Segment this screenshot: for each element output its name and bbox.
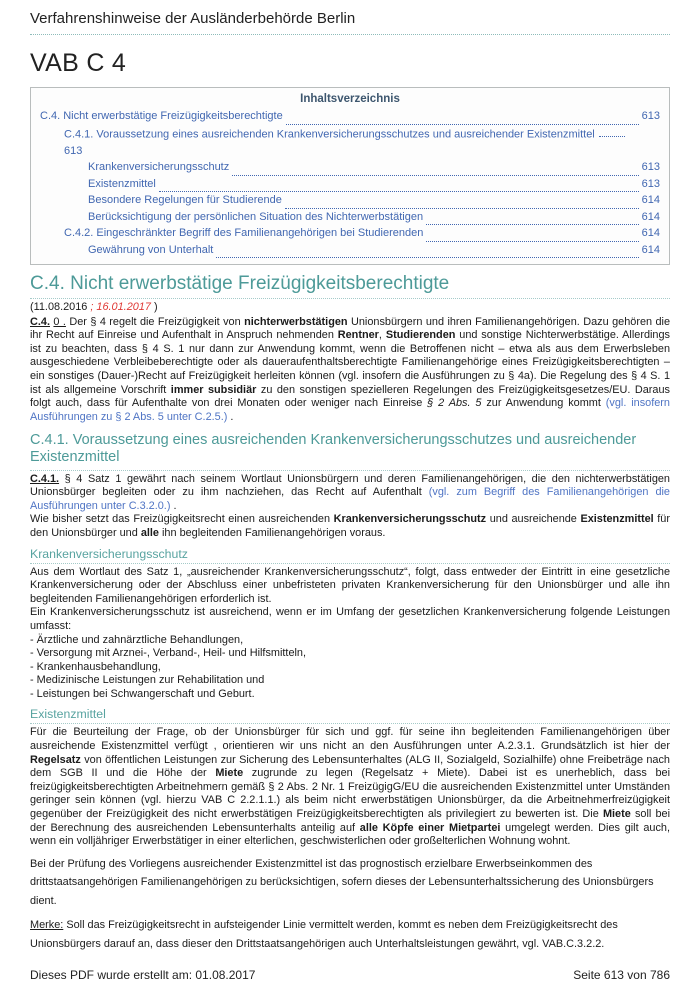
toc-entry-label: Berücksichtigung der persönlichen Situation des Nichterwerbstätigen xyxy=(88,210,424,223)
paragraph xyxy=(30,473,670,514)
paragraph xyxy=(30,726,670,848)
text-segment: Studierenden xyxy=(385,329,456,342)
document-footer xyxy=(30,965,670,982)
toc-page-number: 614 xyxy=(641,243,660,256)
toc-page-number: 613 xyxy=(641,110,660,122)
paragraph xyxy=(30,513,670,540)
text-segment: alle Köpfe einer Mietpartei xyxy=(359,821,501,834)
list-line: - Ärztliche und zahnärztliche Behandlungen, xyxy=(30,633,244,646)
paragraph xyxy=(30,855,670,911)
text-segment: Der § 4 regelt die Freizügigkeit von xyxy=(65,315,245,328)
list-line: - Medizinische Leistungen zur Rehabilitation und xyxy=(30,674,265,687)
toc-page-number: 614 xyxy=(641,227,660,239)
toc-page-number: 614 xyxy=(641,210,660,223)
toc-list xyxy=(40,108,660,258)
text-segment: , xyxy=(378,329,386,342)
text-segment: von öffentlichen Leistungen zur Sicherung des Lebensunterhaltes (ALG II, Sozialgeld, Sozialhilfe) ohne Freibeträge nach dem SGB II und die Höhe der xyxy=(30,753,670,780)
text-segment: für den Unionsbürger und xyxy=(30,513,670,539)
text-segment: Krankenversicherungsschutz xyxy=(333,513,487,526)
toc-title: Inhaltsverzeichnis xyxy=(300,93,400,105)
toc-leader-dots xyxy=(232,163,638,176)
toc-entry-label: Krankenversicherungsschutz xyxy=(88,161,230,173)
toc-leader-dots xyxy=(159,180,639,193)
text-segment: ) xyxy=(150,301,158,313)
page-title: VAB C 4 xyxy=(30,49,127,77)
text-segment: zur Anwendung kommt xyxy=(481,397,606,410)
text-segment: ihn begleitenden Familienangehörigen voraus. xyxy=(158,526,386,539)
text-segment: Existenzmittel xyxy=(580,513,654,526)
toc-leader-dots xyxy=(426,229,638,242)
toc-entry-label: Gewährung von Unterhalt xyxy=(88,243,214,256)
text-segment: Ein Krankenversicherungsschutz ist ausreichend, wenn er im Umfang der gesetzlichen Krankenversicherung folgende Leistungen umfasst: xyxy=(30,606,670,632)
toc-entry[interactable] xyxy=(40,176,660,193)
subsection-heading: Krankenversicherungsschutz xyxy=(30,547,670,564)
toc-leader-dots xyxy=(285,196,639,209)
toc-leader-dots xyxy=(599,125,625,138)
toc-entry[interactable] xyxy=(40,192,660,209)
text-segment: und sonstige Nichterwerbstätige. Allerdings ist zu beachten, dass § 4 S. 1 nur dann zur Anwendung kommt, wenn die Betroffenen nicht – etwa als aus dem Erwerbsleben ausgeschiedene Verbleibeberechtigte oder als daueraufenthaltsberechtigte Familienangehörige eines Freizügigkeitsberechtigten – ein sonstiges (Dauer-)Recht auf Freizügigkeit herleiten können (vgl. insofern die Ausführungen zu § 4a). Die Regelung des § 4 S. 1 ist als allgemeine Vorschrift xyxy=(30,329,670,396)
text-segment: § 2 Abs. 5 xyxy=(427,397,482,410)
toc-leader-dots xyxy=(286,112,639,125)
text-segment: Wie bisher setzt das Freizügigkeitsrecht einen ausreichenden xyxy=(30,513,334,526)
toc-leader-dots xyxy=(426,213,639,226)
text-segment: Soll das Freizügigkeitsrecht in aufsteigender Linie vermittelt werden, kommt es neben dem Freizügigkeitsrecht des Unionsbürgers darauf an, dass dieser den Drittstaatsangehörigen auch Unterhaltsleistungen gewährt, vgl. VAB.C.3.2.2. xyxy=(30,919,618,950)
section-heading: C.4. Nicht erwerbstätige Freizügigkeitsberechtigte xyxy=(30,273,670,299)
toc-entry-label: C.4.2. Eingeschränkter Begriff des Familienangehörigen bei Studierenden xyxy=(64,227,424,239)
toc-entry[interactable] xyxy=(40,225,660,242)
section-heading: C.4.1. Voraussetzung eines ausreichenden Krankenversicherungsschutzes und ausreichender Existenzmittel xyxy=(30,432,670,470)
table-of-contents xyxy=(30,87,670,265)
toc-page-number: 614 xyxy=(641,194,660,206)
toc-entry[interactable] xyxy=(40,242,660,259)
text-segment: § 4 Satz 1 gewährt nach seinem Wortlaut Unionsbürgern und deren Familienangehörigen, die den nichterwerbstätigen Unionsbürger begleiten oder zu ihm nachziehen, das Recht auf Aufenthalt xyxy=(30,472,670,499)
revision-date-red: ; 16.01.2017 xyxy=(90,301,151,313)
text-segment: C.4.1. xyxy=(30,472,60,485)
text-segment: immer subsidiär xyxy=(170,383,257,396)
toc-entry[interactable] xyxy=(40,209,660,226)
text-segment: (11.08.2016 xyxy=(30,301,91,313)
text-segment: 0 . xyxy=(53,315,66,328)
toc-entry[interactable] xyxy=(40,125,660,160)
text-segment: nichterwerbstätigen xyxy=(244,315,348,328)
text-segment: Miete xyxy=(602,808,631,821)
toc-page-number: 613 xyxy=(641,161,660,173)
list-line: - Krankenhausbehandlung, xyxy=(30,660,161,673)
toc-entry[interactable] xyxy=(40,159,660,176)
document-header xyxy=(30,10,670,35)
header-title: Verfahrenshinweise der Ausländerbehörde Berlin xyxy=(30,10,670,35)
text-segment: und ausreichende xyxy=(486,513,581,526)
cross-reference-link[interactable]: (vgl. zum Begriff des Familienangehörigen die Ausführungen unter C.3.2.0.) xyxy=(30,486,670,512)
revision-dates xyxy=(30,301,670,315)
text-segment: Unionsbürgern und ihren Familienangehörigen. Dazu gehören die ihr Recht auf Einreise und Aufenthalt in Anspruch nehmenden xyxy=(30,315,671,342)
toc-entry-label: C.4. Nicht erwerbstätige Freizügigkeitsberechtigte xyxy=(40,110,283,122)
text-segment: Für die Beurteilung der Frage, ob der Unionsbürger für sich und ggf. für seine ihn begleitenden Familienangehörigen über ausreichende Existenzmittel verfügt , orientieren wir uns nicht an den Ausführungen unter A.2.3.1. Grundsätzlich ist hier der xyxy=(30,726,670,753)
list-line: - Leistungen bei Schwangerschaft und Geburt. xyxy=(30,687,255,700)
text-segment: Bei der Prüfung des Vorliegens ausreichender Existenzmittel ist das prognostisch erzielbare Erwerbseinkommen des drittstaatsangehörigen Familienangehörigen zu berücksichtigen, sofern dieses der Lebensunterhaltssicherung des Unionsbürgers dient. xyxy=(30,857,654,907)
text-segment: alle xyxy=(140,526,159,539)
text-segment: Regelsatz xyxy=(30,753,81,766)
paragraph xyxy=(30,316,670,425)
footer-page-number: Seite 613 von 786 xyxy=(573,968,670,982)
footer-created-date: Dieses PDF wurde erstellt am: 01.08.2017 xyxy=(30,968,256,982)
text-segment: . xyxy=(170,499,177,512)
toc-page-number: 613 xyxy=(64,144,83,157)
toc-entry-label: C.4.1. Voraussetzung eines ausreichenden Krankenversicherungsschutzes und ausreichender Existenzmittel xyxy=(64,128,595,140)
text-segment: zugrunde zu legen (Regelsatz + Miete). Dabei ist es unerheblich, dass bei freizügigkeitsberechtigten Arbeitnehmern gemäß § 2 Abs. 2 Nr. 1 FreizügigG/EU die ausreichenden Existenzmittel unter Umständen geringer sein können (vgl. hierzu VAB C 2.2.1.1.) als beim nicht erwerbstätigen Unionsbürger, da die Arbeitnehmerfreizügigkeit gegenüber der Freizügigkeit des nicht erwerbstätigen Freizügigkeitsberechtigten als privilegiert zu bewerten ist. Die xyxy=(30,767,670,821)
paragraph xyxy=(30,606,670,633)
text-segment: zu den sonstigen spezielleren Regelungen des Freizügigkeitsgesetzes/EU. Daraus folgt auch, dass für Aufenthalte von drei Monaten oder weniger nach Einreise xyxy=(30,383,670,410)
text-segment: umgelegt werden. Dies gilt auch, wenn ein volljähriger Erwerbstätiger in einer elterlichen, geschwisterlichen oder großelterlichen Wohnung wohnt. xyxy=(30,821,670,848)
toc-page-number: 613 xyxy=(641,177,660,190)
toc-leader-dots xyxy=(216,246,638,259)
list-line: - Versorgung mit Arznei-, Verband-, Heil- und Hilfsmitteln, xyxy=(30,647,307,660)
paragraph xyxy=(30,566,670,607)
toc-entry-label: Existenzmittel xyxy=(88,177,156,190)
text-segment: Merke: xyxy=(30,919,64,932)
document-body xyxy=(30,273,670,953)
toc-entry[interactable] xyxy=(40,108,660,125)
text-segment: Aus dem Wortlaut des Satz 1, „ausreichender Krankenversicherungsschutz“, folgt, dass entweder der Eintritt in eine gesetzliche Krankenversicherung oder der Abschluss einer unbefristeten privaten Krankenversicherung für den Unionsbürger und alle ihn begleitenden Familienangehörigen erforderlich ist. xyxy=(30,565,670,605)
text-segment: . xyxy=(227,410,234,423)
text-segment: Rentner xyxy=(337,329,379,342)
text-segment: Miete xyxy=(215,767,244,780)
text-segment: C.4. xyxy=(30,315,50,328)
subsection-heading: Existenzmittel xyxy=(30,707,670,724)
paragraph xyxy=(30,916,670,953)
cross-reference-link[interactable]: (vgl. insofern Ausführungen zu § 2 Abs. 5 unter C.2.5.) xyxy=(30,397,670,423)
toc-entry-label: Besondere Regelungen für Studierende xyxy=(88,194,282,206)
text-segment: soll bei der Berechnung des ausreichenden Lebensunterhalts anteilig auf xyxy=(30,808,670,834)
